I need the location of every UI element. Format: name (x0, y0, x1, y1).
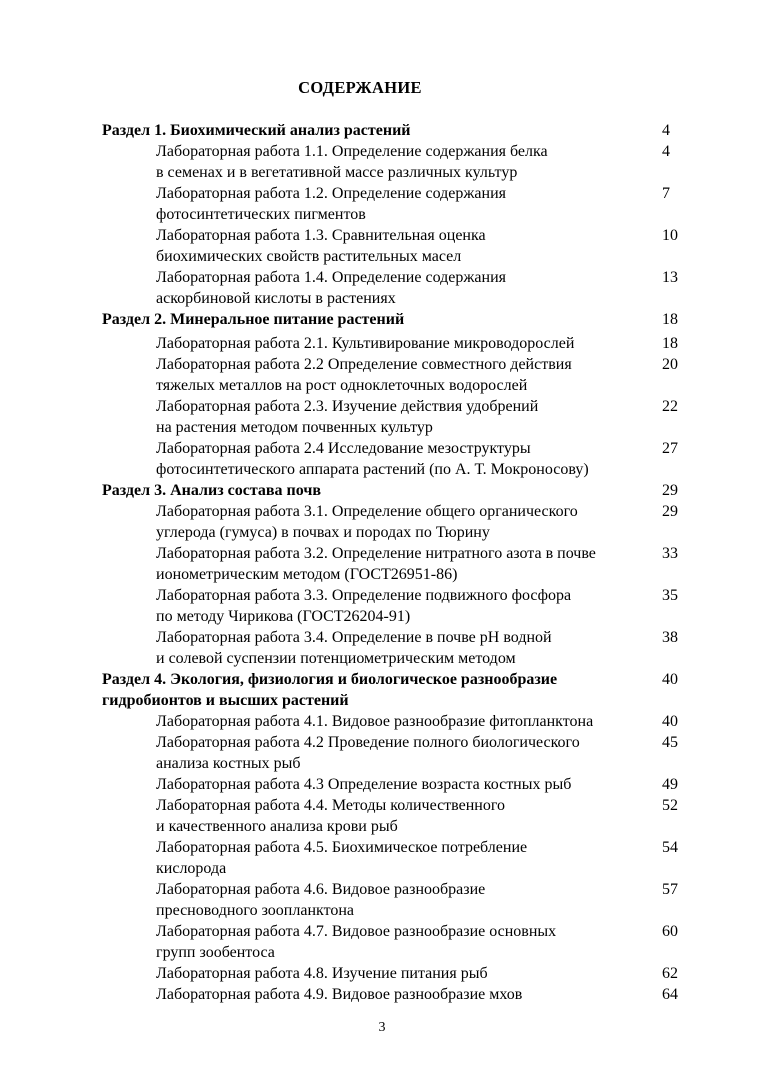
toc-entry-title-line: аскорбиновой кислоты в растениях (156, 290, 396, 307)
toc-page-number: 18 (662, 335, 678, 352)
toc-work-entry (0, 984, 764, 1005)
toc-work-entry (0, 963, 764, 984)
toc-page-number: 18 (662, 311, 678, 328)
toc-page-number: 40 (662, 713, 678, 730)
toc-entry-title-line: Раздел 4. Экология, физиология и биологическое разнообразие (102, 671, 558, 688)
toc-entry-title-line: углерода (гумуса) в почвах и породах по Тюрину (156, 524, 490, 541)
toc-section-entry (0, 120, 764, 141)
toc-work-entry (0, 333, 764, 354)
toc-entry-title-line: Лабораторная работа 4.5. Биохимическое потребление (156, 839, 528, 856)
toc-entry-title-line: Лабораторная работа 2.4 Исследование мезоструктуры (156, 440, 531, 457)
toc-work-entry (0, 711, 764, 732)
toc-work-entry (0, 795, 764, 837)
toc-page-number: 45 (662, 734, 678, 751)
toc-entry-title-line: Лабораторная работа 3.1. Определение общего органического (156, 503, 578, 520)
toc-page-number: 20 (662, 356, 678, 373)
toc-work-entry (0, 141, 764, 183)
toc-page-number: 7 (662, 185, 670, 202)
toc-entry-title-line: Лабораторная работа 4.1. Видовое разнообразие фитопланктона (156, 713, 594, 730)
toc-entry-title-line: Лабораторная работа 1.2. Определение содержания (156, 185, 506, 202)
toc-work-entry (0, 396, 764, 438)
toc-entry-title-line: и качественного анализа крови рыб (156, 818, 398, 835)
toc-page-number: 54 (662, 839, 678, 856)
toc-entry-title-line: Лабораторная работа 1.4. Определение содержания (156, 269, 506, 286)
toc-entry-title-line: Лабораторная работа 4.3 Определение возраста костных рыб (156, 776, 572, 793)
toc-section-entry (0, 480, 764, 501)
toc-entry-title-line: пресноводного зоопланктона (156, 902, 355, 919)
table-of-contents (0, 120, 764, 1005)
toc-work-entry (0, 627, 764, 669)
toc-entry-title-line: на растения методом почвенных культур (156, 419, 433, 436)
toc-page-number: 64 (662, 986, 678, 1003)
toc-page-number: 49 (662, 776, 678, 793)
toc-page-number: 52 (662, 797, 678, 814)
toc-entry-title-line: Лабораторная работа 4.8. Изучение питания рыб (156, 965, 488, 982)
page-number: 3 (378, 1020, 386, 1035)
toc-work-entry (0, 585, 764, 627)
toc-entry-title-line: биохимических свойств растительных масел (156, 248, 462, 265)
toc-page-number: 29 (662, 503, 678, 520)
toc-section-entry (0, 309, 764, 330)
toc-page-number: 4 (662, 143, 670, 160)
toc-entry-title-line: Лабораторная работа 2.2 Определение совместного действия (156, 356, 572, 373)
toc-work-entry (0, 921, 764, 963)
toc-section-entry (0, 669, 764, 711)
toc-entry-title-line: Раздел 1. Биохимический анализ растений (102, 122, 411, 139)
page-title: СОДЕРЖАНИЕ (298, 78, 422, 97)
toc-page-number: 35 (662, 587, 678, 604)
toc-work-entry (0, 438, 764, 480)
toc-entry-title-line: по методу Чирикова (ГОСТ26204-91) (156, 608, 411, 625)
toc-entry-title-line: Раздел 3. Анализ состава почв (102, 482, 321, 499)
toc-entry-title-line: Лабораторная работа 4.9. Видовое разнообразие мхов (156, 986, 523, 1003)
toc-page-number: 62 (662, 965, 678, 982)
toc-entry-title-line: анализа костных рыб (156, 755, 301, 772)
toc-entry-title-line: фотосинтетических пигментов (156, 206, 366, 223)
toc-page-number: 22 (662, 398, 678, 415)
toc-page-number: 40 (662, 671, 678, 688)
toc-entry-title-line: Лабораторная работа 4.6. Видовое разнообразие (156, 881, 486, 898)
toc-entry-title-line: Лабораторная работа 3.3. Определение подвижного фосфора (156, 587, 572, 604)
toc-entry-title-line: фотосинтетического аппарата растений (по А. Т. Мокроносову) (156, 461, 589, 478)
toc-entry-title-line: Лабораторная работа 4.4. Методы количественного (156, 797, 506, 814)
toc-entry-title-line: Лабораторная работа 1.1. Определение содержания белка (156, 143, 548, 160)
toc-work-entry (0, 183, 764, 225)
toc-entry-title-line: ионометрическим методом (ГОСТ26951-86) (156, 566, 458, 583)
toc-work-entry (0, 267, 764, 309)
toc-work-entry (0, 732, 764, 774)
toc-entry-title-line: кислорода (156, 860, 227, 877)
toc-entry-title-line: гидробионтов и высших растений (102, 692, 349, 709)
toc-page-number: 33 (662, 545, 678, 562)
toc-page-number: 57 (662, 881, 678, 898)
toc-work-entry (0, 543, 764, 585)
toc-page-number: 13 (662, 269, 678, 286)
toc-entry-title-line: групп зообентоса (156, 944, 275, 961)
toc-work-entry (0, 354, 764, 396)
toc-work-entry (0, 774, 764, 795)
toc-page-number: 38 (662, 629, 678, 646)
toc-page-number: 10 (662, 227, 678, 244)
toc-entry-title-line: в семенах и в вегетативной массе различных культур (156, 164, 518, 181)
toc-work-entry (0, 837, 764, 879)
toc-entry-title-line: Лабораторная работа 2.1. Культивирование микроводорослей (156, 335, 575, 352)
toc-page-number: 27 (662, 440, 678, 457)
toc-entry-title-line: Лабораторная работа 3.4. Определение в почве pH водной (156, 629, 552, 646)
toc-work-entry (0, 879, 764, 921)
toc-entry-title-line: и солевой суспензии потенциометрическим методом (156, 650, 516, 667)
toc-work-entry (0, 501, 764, 543)
toc-page-number: 60 (662, 923, 678, 940)
toc-page-number: 29 (662, 482, 678, 499)
toc-entry-title-line: Лабораторная работа 4.2 Проведение полного биологического (156, 734, 580, 751)
toc-entry-title-line: тяжелых металлов на рост одноклеточных водорослей (156, 377, 528, 394)
toc-page-number: 4 (662, 122, 670, 139)
toc-entry-title-line: Лабораторная работа 1.3. Сравнительная оценка (156, 227, 486, 244)
toc-work-entry (0, 225, 764, 267)
toc-entry-title-line: Лабораторная работа 3.2. Определение нитратного азота в почве (156, 545, 596, 562)
toc-entry-title-line: Лабораторная работа 2.3. Изучение действия удобрений (156, 398, 539, 415)
toc-entry-title-line: Лабораторная работа 4.7. Видовое разнообразие основных (156, 923, 557, 940)
toc-entry-title-line: Раздел 2. Минеральное питание растений (102, 311, 405, 328)
